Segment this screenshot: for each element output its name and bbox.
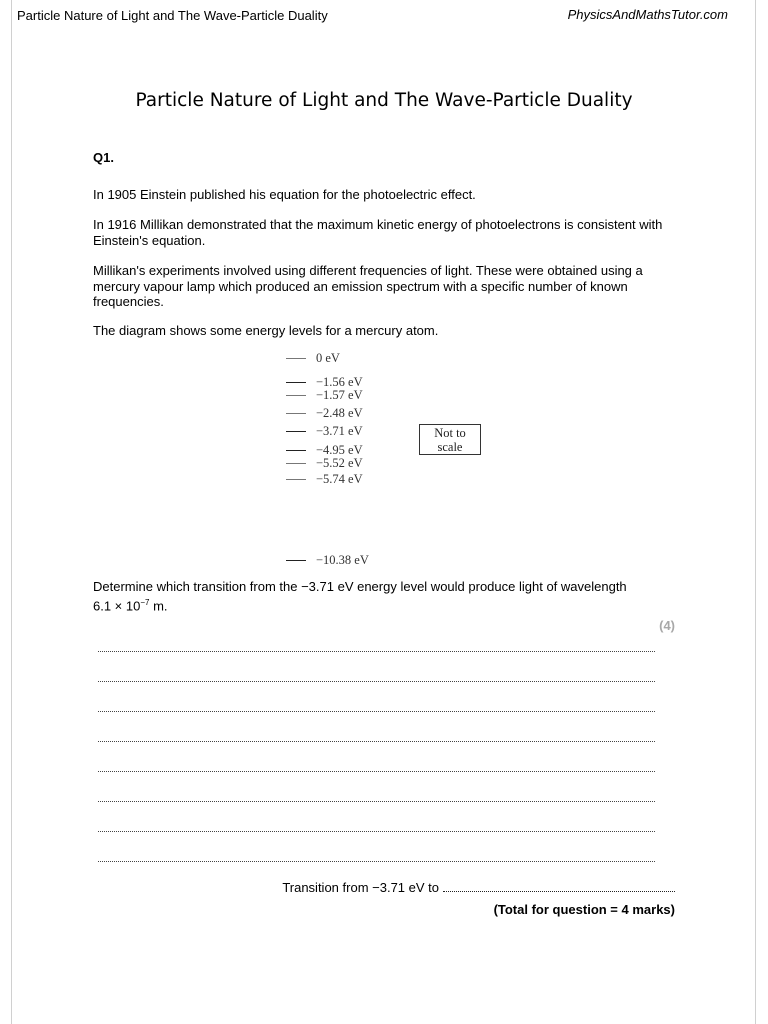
wavelength-unit: m.: [149, 597, 168, 613]
answer-line[interactable]: [98, 651, 655, 652]
energy-level-line: [286, 560, 306, 561]
energy-level-label: −5.74 eV: [316, 472, 363, 486]
note-line: Not to: [434, 426, 466, 440]
marks-badge: (4): [659, 618, 675, 633]
paragraph-einstein: In 1905 Einstein published his equation for the photoelectric effect.: [93, 187, 476, 202]
header-title: Particle Nature of Light and The Wave-Particle Duality: [17, 8, 328, 23]
transition-answer-row: [282, 880, 675, 895]
energy-level-label: −1.57 eV: [316, 388, 363, 402]
answer-line[interactable]: [98, 861, 655, 862]
energy-level-diagram: [280, 348, 510, 573]
energy-level-line: [286, 463, 306, 464]
energy-level-line: [286, 479, 306, 480]
energy-level-line: [286, 431, 306, 432]
answer-line[interactable]: [98, 831, 655, 832]
wavelength-base: 6.1 × 10: [93, 597, 141, 613]
not-to-scale-note: [419, 424, 481, 455]
transition-label: Transition from −3.71 eV to: [282, 880, 439, 895]
answer-line[interactable]: [98, 771, 655, 772]
header-site: PhysicsAndMathsTutor.com: [567, 7, 728, 22]
energy-level-label: −1.56 eV: [316, 375, 363, 389]
total-marks: (Total for question = 4 marks): [493, 902, 675, 917]
energy-level-line: [286, 395, 306, 396]
energy-level-label: −5.52 eV: [316, 456, 363, 470]
paragraph-millikan: In 1916 Millikan demonstrated that the maximum kinetic energy of photoelectrons is consistent with Einstein's equation.: [93, 217, 663, 248]
wavelength-exponent: −7: [140, 597, 150, 607]
answer-line[interactable]: [98, 801, 655, 802]
prompt-line-wavelength: [93, 595, 683, 614]
paragraph-diagram-intro: The diagram shows some energy levels for a mercury atom.: [93, 323, 439, 338]
energy-level-label: −10.38 eV: [316, 553, 369, 567]
note-line: scale: [437, 440, 463, 454]
answer-line[interactable]: [98, 711, 655, 712]
energy-level-line: [286, 413, 306, 414]
answer-line[interactable]: [98, 741, 655, 742]
prompt-line: Determine which transition from the −3.71 eV energy level would produce light of wavelength: [93, 579, 627, 594]
page-title: Particle Nature of Light and The Wave-Particle Duality: [135, 90, 633, 111]
energy-level-label: 0 eV: [316, 351, 340, 365]
paragraph-experiments: Millikan's experiments involved using different frequencies of light. These were obtained using a mercury vapour lamp which produced an emission spectrum with a specific number of known frequencies.: [93, 263, 643, 309]
energy-level-line: [286, 382, 306, 383]
question-label: Q1.: [93, 150, 114, 165]
transition-answer-field[interactable]: [443, 881, 675, 892]
energy-level-line: [286, 358, 306, 359]
energy-level-label: −2.48 eV: [316, 406, 363, 420]
energy-level-label: −4.95 eV: [316, 443, 363, 457]
energy-level-label: −3.71 eV: [316, 424, 363, 438]
answer-line[interactable]: [98, 681, 655, 682]
energy-level-line: [286, 450, 306, 451]
question-prompt: [93, 579, 683, 613]
